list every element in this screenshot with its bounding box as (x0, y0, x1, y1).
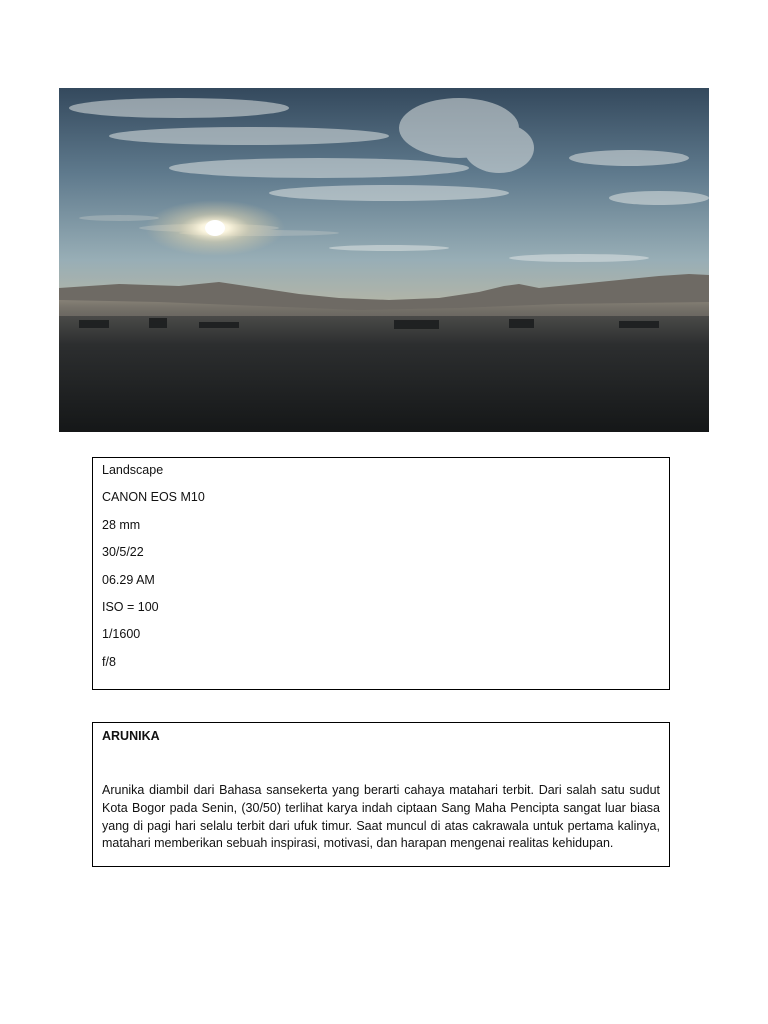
metadata-date: 30/5/22 (102, 545, 144, 560)
description-title: ARUNIKA (102, 729, 160, 743)
description-box (92, 722, 670, 867)
description-body: Arunika diambil dari Bahasa sansekerta yang berarti cahaya matahari terbit. Dari salah satu sudut Kota Bogor pada Senin, (30/50) terlihat karya indah ciptaan Sang Maha Pencipta sangat luar biasa yang di pagi hari selalu terbit dari ufuk timur. Saat muncul di atas cakrawala untuk pertama kalinya, matahari memberikan sebuah inspirasi, motivasi, dan harapan mengenai realitas kehidupan. (102, 783, 660, 851)
photo-metadata-box (92, 457, 670, 690)
city-ground (59, 316, 709, 432)
metadata-aperture: f/8 (102, 654, 116, 669)
metadata-camera: CANON EOS M10 (102, 490, 205, 505)
metadata-shutter-speed: 1/1600 (102, 627, 141, 642)
metadata-time: 06.29 AM (102, 572, 155, 587)
metadata-iso: ISO = 100 (102, 599, 159, 614)
sunrise-landscape-image (59, 88, 709, 432)
metadata-category: Landscape (102, 463, 164, 477)
sunrise-photo (59, 88, 709, 432)
metadata-focal-length: 28 mm (102, 517, 141, 532)
